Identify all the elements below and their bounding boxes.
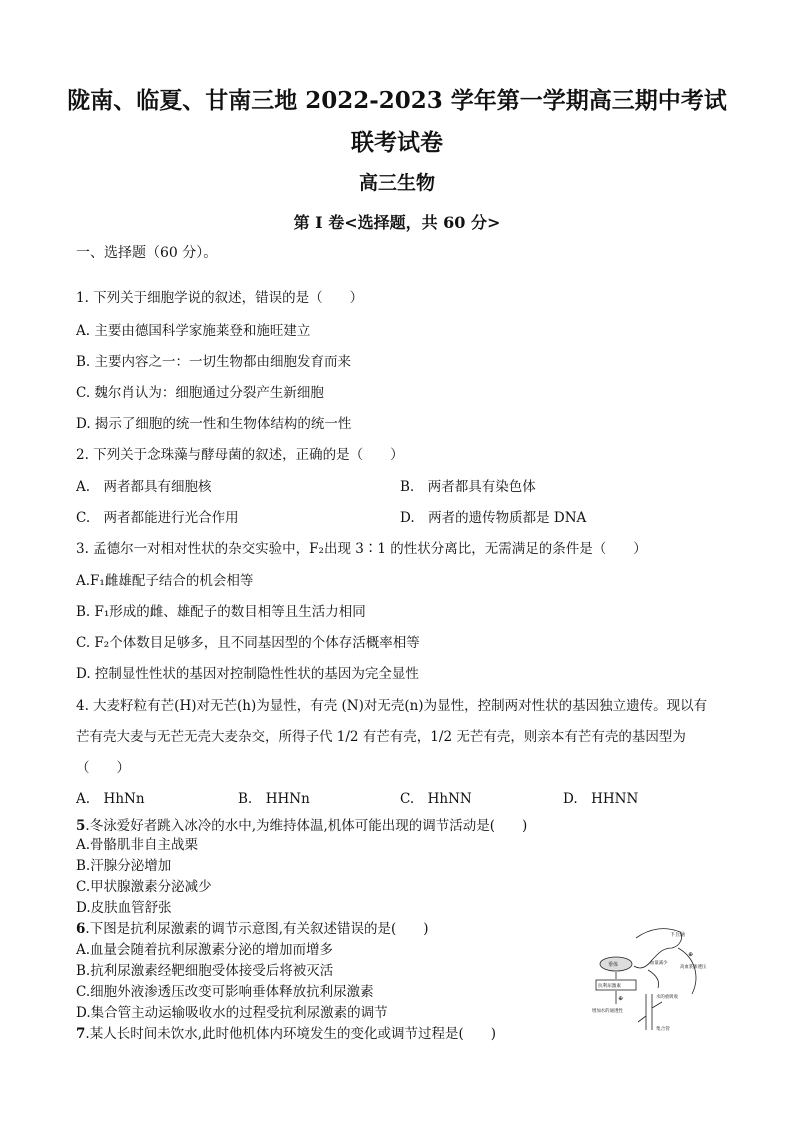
q7-number: 7	[76, 1026, 86, 1042]
q6-option-b: B.抗利尿激素经靶细胞受体接受后将被灭活	[76, 963, 334, 979]
label-permeability: 增加水的通透性	[592, 1009, 623, 1014]
q4-stem-line2: 芒有壳大麦与无芒无壳大麦杂交，所得子代 1/2 有芒有壳，1/2 无芒有壳，则亲本有芒有壳的基因型为	[76, 729, 686, 745]
q4-option-c: C. HhNN	[400, 791, 472, 807]
collecting-duct-shape	[646, 994, 652, 1030]
q5-option-a: A.骨骼肌非自主战栗	[76, 837, 199, 853]
q6-stem	[76, 920, 429, 938]
label-collecting-duct: 集合管	[656, 1027, 670, 1032]
q1-option-c: C. 魏尔肖认为：细胞通过分裂产生新细胞	[76, 385, 324, 401]
plus-icon: ⊕	[618, 995, 624, 1002]
q2-option-c: C. 两者都能进行光合作用	[76, 510, 239, 526]
subject-title: 高三生物	[358, 172, 435, 194]
blood-volume-arrow	[648, 970, 659, 988]
part-title: 第 I 卷<选择题，共 60 分>	[293, 213, 501, 232]
adh-regulation-diagram	[588, 918, 718, 1043]
q6-option-d: D.集合管主动运输吸收水的过程受抗利尿激素的调节	[76, 1005, 388, 1021]
q6-number: 6	[76, 921, 86, 937]
q2-option-a: A. 两者都具有细胞核	[76, 479, 212, 495]
q5-number: 5	[76, 818, 86, 834]
q5-stem-text: .冬泳爱好者跳入冰冷的水中,为维持体温,机体可能出现的调节活动是( )	[85, 818, 528, 834]
exam-title-line2: 联考试卷	[351, 129, 443, 156]
plus-icon: ⊕	[688, 951, 694, 958]
q3-option-a: A.F₁雌雄配子结合的机会相等	[76, 573, 254, 589]
q1-option-d: D. 揭示了细胞的统一性和生物体结构的统一性	[76, 416, 352, 432]
q5-option-b: B.汗腺分泌增加	[76, 858, 172, 874]
q2-option-b: B. 两者都具有染色体	[400, 479, 536, 495]
q3-option-d: D. 控制显性性状的基因对控制隐性性状的基因为完全显性	[76, 666, 419, 682]
q4-stem-line1: 4. 大麦籽粒有芒(H)对无芒(h)为显性，有壳 (N)对无壳(n)为显性，控制两对性状的基因独立遗传。现以有	[76, 698, 708, 714]
q3-option-c: C. F₂个体数目足够多，且不同基因型的个体存活概率相等	[76, 635, 420, 651]
q5-option-d: D.皮肤血管舒张	[76, 900, 172, 916]
duct-branches	[638, 1002, 662, 1022]
label-blood-volume: 血量减少	[650, 961, 668, 966]
label-adh: 抗利尿激素	[598, 984, 621, 989]
label-hypothalamus: 下丘脑	[670, 932, 686, 938]
label-osmotic: 高血浆渗透压	[680, 965, 707, 970]
q7-stem-text: .某人长时间未饮水,此时他机体内环境发生的变化或调节过程是( )	[85, 1026, 497, 1042]
feedback-arc-right	[678, 948, 696, 994]
section-heading: 一、选择题（60 分）。	[76, 245, 218, 261]
q6-option-c: C.细胞外液渗透压改变可影响垂体释放抗利尿激素	[76, 984, 374, 1000]
q5-option-c: C.甲状腺激素分泌减少	[76, 879, 212, 895]
q4-stem-line3: （ ）	[76, 760, 130, 776]
q4-option-b: B. HHNn	[238, 791, 310, 807]
exam-title-line1: 陇南、临夏、甘南三地 2022-2023 学年第一学期高三期中考试	[67, 87, 727, 114]
q1-stem: 1. 下列关于细胞学说的叙述，错误的是（ ）	[76, 290, 364, 306]
label-kidney: 水的重吸收	[656, 995, 678, 1000]
q6-option-a: A.血量会随着抗利尿激素分泌的增加而增多	[76, 942, 334, 958]
q1-option-b: B. 主要内容之一：一切生物都由细胞发育而来	[76, 354, 352, 370]
q3-option-b: B. F₁形成的雌、雄配子的数目相等且生活力相同	[76, 604, 366, 620]
q5-stem	[76, 817, 527, 835]
q2-stem: 2. 下列关于念珠藻与酵母菌的叙述，正确的是（ ）	[76, 447, 404, 463]
q7-stem	[76, 1025, 496, 1043]
label-pituitary: 垂体	[608, 962, 619, 968]
q4-option-a: A. HhNn	[76, 791, 145, 807]
q6-stem-text: .下图是抗利尿激素的调节示意图,有关叙述错误的是( )	[85, 921, 429, 937]
q2-option-d: D. 两者的遗传物质都是 DNA	[400, 510, 587, 526]
q1-option-a: A. 主要由德国科学家施莱登和施旺建立	[76, 323, 311, 339]
q4-option-d: D. HHNN	[563, 791, 639, 807]
q3-stem: 3. 孟德尔一对相对性状的杂交实验中，F₂出现 3∶1 的性状分离比，无需满足的条件是（ ）	[76, 541, 647, 557]
